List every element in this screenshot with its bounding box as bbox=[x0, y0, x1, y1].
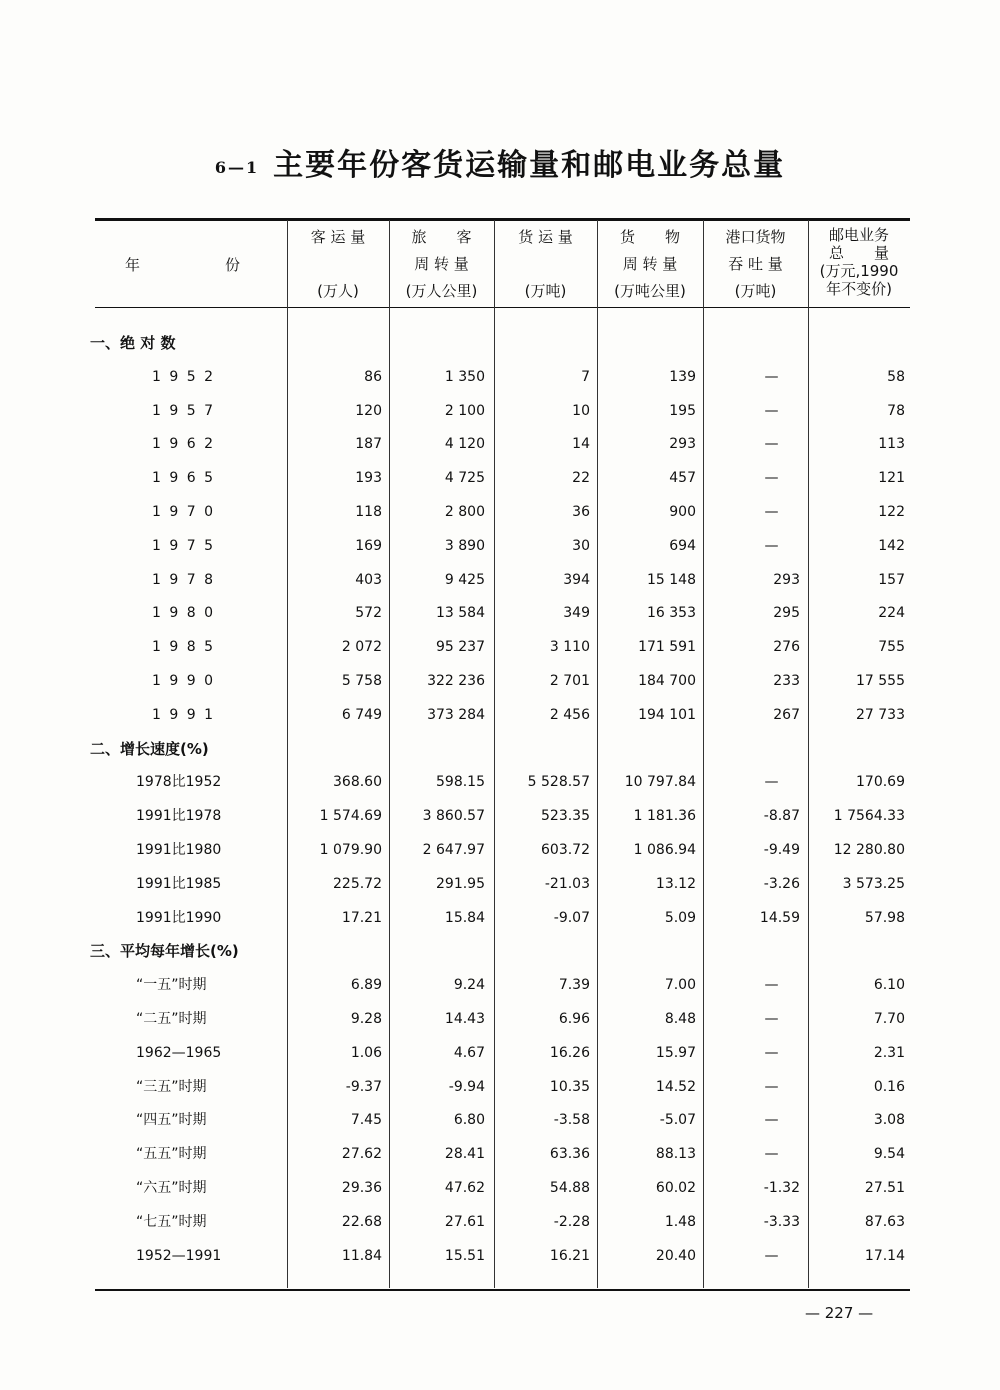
table-cell: 6.96 bbox=[558, 1011, 590, 1027]
table-row bbox=[0, 1038, 1000, 1068]
table-cell: 322 236 bbox=[427, 673, 485, 689]
section-title: 三、平均每年增长(%) bbox=[90, 942, 239, 961]
table-cell: 694 bbox=[669, 537, 696, 554]
table-cell: 60.02 bbox=[655, 1180, 696, 1196]
table-cell: 139 bbox=[669, 368, 696, 385]
table-cell: 14 bbox=[572, 436, 590, 453]
table-cell: 27.61 bbox=[444, 1213, 485, 1230]
table-cell: 3 890 bbox=[444, 537, 485, 554]
table-cell: 187 bbox=[355, 436, 382, 453]
row-label: 1 9 5 7 bbox=[152, 402, 215, 419]
column-header-line: 总 量 bbox=[828, 244, 889, 262]
table-cell: -1.32 bbox=[763, 1180, 800, 1196]
section-row bbox=[0, 734, 1000, 764]
table-row bbox=[0, 1072, 1000, 1102]
table-cell: 95 237 bbox=[436, 639, 485, 656]
column-header bbox=[703, 224, 808, 305]
table-cell: 195 bbox=[669, 402, 696, 419]
table-cell: 2 701 bbox=[549, 673, 590, 689]
table-cell: 7.70 bbox=[873, 1011, 905, 1027]
table-cell: 14.59 bbox=[759, 909, 800, 926]
table-cell: 293 bbox=[773, 571, 800, 588]
table-cell: 1 079.90 bbox=[319, 842, 382, 858]
table-cell: — bbox=[764, 504, 779, 520]
table-number: 6—1 bbox=[214, 157, 260, 177]
row-label: 1 9 6 5 bbox=[152, 470, 215, 487]
table-cell: 9 425 bbox=[444, 571, 485, 588]
table-cell: 14.52 bbox=[655, 1078, 696, 1095]
table-cell: 15.84 bbox=[444, 909, 485, 926]
table-cell: 7.39 bbox=[558, 977, 590, 994]
table-cell: 233 bbox=[773, 673, 800, 689]
table-cell: 3.08 bbox=[873, 1112, 905, 1129]
table-row bbox=[0, 396, 1000, 426]
table-cell: 12 280.80 bbox=[833, 842, 905, 858]
table-cell: 14.43 bbox=[444, 1011, 485, 1027]
column-header-line: 周 转 量 bbox=[414, 255, 469, 273]
table-cell: 755 bbox=[878, 639, 905, 656]
table-row bbox=[0, 632, 1000, 662]
table-cell: 142 bbox=[878, 537, 905, 554]
table-cell: — bbox=[764, 537, 779, 554]
column-header bbox=[597, 224, 703, 305]
row-label: 1 9 9 0 bbox=[152, 673, 215, 689]
table-row bbox=[0, 565, 1000, 595]
table-cell: 6.89 bbox=[350, 977, 382, 994]
table-cell: 122 bbox=[878, 504, 905, 520]
table-cell: 1.48 bbox=[664, 1213, 696, 1230]
row-label: “一五”时期 bbox=[136, 977, 207, 994]
table-cell: 28.41 bbox=[444, 1146, 485, 1163]
column-header-line bbox=[287, 251, 389, 278]
table-header-rule bbox=[95, 307, 910, 308]
table-cell: 36 bbox=[572, 504, 590, 520]
row-label: 1991比1990 bbox=[136, 909, 222, 926]
table-row bbox=[0, 1173, 1000, 1203]
table-cell: 15 148 bbox=[647, 571, 696, 588]
table-cell: 5 528.57 bbox=[527, 774, 590, 791]
table-cell: 27.51 bbox=[864, 1180, 905, 1196]
table-cell: 2 800 bbox=[444, 504, 485, 520]
table-cell: 86 bbox=[364, 368, 382, 385]
table-cell: 13.12 bbox=[655, 875, 696, 892]
section-title: 一、绝 对 数 bbox=[90, 334, 176, 352]
table-cell: 276 bbox=[773, 639, 800, 656]
table-row bbox=[0, 700, 1000, 730]
row-label: 1 9 9 1 bbox=[152, 706, 215, 723]
table-cell: 394 bbox=[563, 571, 590, 588]
table-cell: 598.15 bbox=[436, 774, 485, 791]
table-cell: 291.95 bbox=[436, 875, 485, 892]
table-cell: — bbox=[764, 402, 779, 419]
row-label: 1952—1991 bbox=[136, 1247, 222, 1264]
table-cell: 10 bbox=[572, 402, 590, 419]
table-cell: 2.31 bbox=[873, 1044, 905, 1061]
table-cell: 1 7564.33 bbox=[833, 808, 905, 825]
row-label: “七五”时期 bbox=[136, 1213, 207, 1230]
column-header-line: (万人公里) bbox=[405, 282, 478, 300]
row-label: 1991比1980 bbox=[136, 842, 222, 858]
table-cell: -9.49 bbox=[763, 842, 800, 858]
table-cell: 4 725 bbox=[444, 470, 485, 487]
column-header-line: (万吨公里) bbox=[614, 282, 686, 300]
table-cell: — bbox=[764, 977, 779, 994]
column-header-line: (万元,1990 bbox=[819, 262, 899, 280]
table-cell: 295 bbox=[773, 605, 800, 622]
table-row bbox=[0, 666, 1000, 696]
table-cell: -8.87 bbox=[763, 808, 800, 825]
table-cell: 184 700 bbox=[638, 673, 696, 689]
table-cell: 7.00 bbox=[664, 977, 696, 994]
table-cell: 15.51 bbox=[444, 1247, 485, 1264]
table-cell: 572 bbox=[355, 605, 382, 622]
column-header-line: 邮电业务 bbox=[828, 226, 889, 244]
table-cell: 78 bbox=[887, 402, 905, 419]
table-cell: 63.36 bbox=[549, 1146, 590, 1163]
table-cell: 5 758 bbox=[341, 673, 382, 689]
column-header-line: 年不变价) bbox=[826, 280, 892, 298]
table-cell: 170.69 bbox=[856, 774, 905, 791]
table-cell: -9.07 bbox=[553, 909, 590, 926]
table-top-rule bbox=[95, 218, 910, 221]
table-row bbox=[0, 429, 1000, 459]
table-cell: 225.72 bbox=[333, 875, 382, 892]
table-cell: 3 110 bbox=[549, 639, 590, 656]
table-cell: 120 bbox=[355, 402, 382, 419]
table-cell: 27 733 bbox=[856, 706, 905, 723]
table-cell: 194 101 bbox=[638, 706, 696, 723]
row-label: 1 9 7 8 bbox=[152, 571, 215, 588]
column-header-line: (万吨) bbox=[734, 282, 777, 300]
column-header bbox=[808, 226, 910, 298]
table-cell: -3.26 bbox=[763, 875, 800, 892]
table-row bbox=[0, 970, 1000, 1000]
column-header-line: 旅 客 bbox=[411, 228, 472, 246]
table-cell: 9.28 bbox=[350, 1011, 382, 1027]
table-row bbox=[0, 869, 1000, 899]
table-cell: 17.14 bbox=[864, 1247, 905, 1264]
table-cell: 368.60 bbox=[333, 774, 382, 791]
table-title: 主要年份客货运输量和邮电业务总量 bbox=[273, 148, 786, 183]
table-cell: 113 bbox=[878, 436, 905, 453]
table-cell: 15.97 bbox=[655, 1044, 696, 1061]
row-label: 1978比1952 bbox=[136, 774, 222, 791]
table-cell: 121 bbox=[878, 470, 905, 487]
table-cell: 224 bbox=[878, 605, 905, 622]
table-cell: 17 555 bbox=[856, 673, 905, 689]
row-label: “六五”时期 bbox=[136, 1180, 207, 1196]
table-cell: — bbox=[764, 368, 779, 385]
table-row bbox=[0, 903, 1000, 933]
section-row bbox=[0, 936, 1000, 966]
table-cell: 20.40 bbox=[655, 1247, 696, 1264]
table-cell: 1 350 bbox=[444, 368, 485, 385]
table-cell: 16.21 bbox=[549, 1247, 590, 1264]
table-row bbox=[0, 1139, 1000, 1169]
table-cell: 47.62 bbox=[444, 1180, 485, 1196]
column-header-line: 货 运 量 bbox=[518, 228, 573, 246]
section-row bbox=[0, 328, 1000, 358]
table-cell: 8.48 bbox=[664, 1011, 696, 1027]
table-cell: 6.80 bbox=[453, 1112, 485, 1129]
table-cell: 22.68 bbox=[341, 1213, 382, 1230]
table-cell: 9.54 bbox=[873, 1146, 905, 1163]
table-cell: 17.21 bbox=[341, 909, 382, 926]
table-cell: 900 bbox=[669, 504, 696, 520]
table-cell: 16.26 bbox=[549, 1044, 590, 1061]
year-header-left: 年 bbox=[125, 256, 141, 274]
table-cell: 293 bbox=[669, 436, 696, 453]
table-cell: 29.36 bbox=[341, 1180, 382, 1196]
table-cell: 4.67 bbox=[453, 1044, 485, 1061]
table-cell: 118 bbox=[355, 504, 382, 520]
table-cell: 88.13 bbox=[655, 1146, 696, 1163]
table-row bbox=[0, 497, 1000, 527]
table-cell: 4 120 bbox=[444, 436, 485, 453]
table-cell: 349 bbox=[563, 605, 590, 622]
table-cell: — bbox=[764, 774, 779, 791]
section-title: 二、增长速度(%) bbox=[90, 739, 209, 758]
table-cell: 6.10 bbox=[873, 977, 905, 994]
table-cell: 457 bbox=[669, 470, 696, 487]
table-cell: 603.72 bbox=[541, 842, 590, 858]
table-cell: 5.09 bbox=[664, 909, 696, 926]
table-cell: 1 086.94 bbox=[633, 842, 696, 858]
table-cell: — bbox=[764, 470, 779, 487]
table-cell: 9.24 bbox=[453, 977, 485, 994]
table-cell: 169 bbox=[355, 537, 382, 554]
row-label: 1991比1978 bbox=[136, 808, 222, 825]
table-cell: — bbox=[764, 1247, 779, 1264]
table-cell: — bbox=[764, 1078, 779, 1095]
row-label: 1962—1965 bbox=[136, 1044, 222, 1061]
table-row bbox=[0, 1004, 1000, 1034]
table-cell: 403 bbox=[355, 571, 382, 588]
row-label: “三五”时期 bbox=[136, 1078, 207, 1095]
row-label: 1991比1985 bbox=[136, 875, 222, 892]
table-row bbox=[0, 531, 1000, 561]
column-header-line: 港口货物 bbox=[725, 228, 786, 246]
column-header-line: (万吨) bbox=[524, 282, 567, 300]
table-cell: 2 456 bbox=[549, 706, 590, 723]
table-cell: 22 bbox=[572, 470, 590, 487]
table-cell: 2 647.97 bbox=[422, 842, 485, 858]
row-label: “二五”时期 bbox=[136, 1011, 207, 1027]
table-row bbox=[0, 767, 1000, 797]
table-row bbox=[0, 362, 1000, 392]
column-header-line: 吞 吐 量 bbox=[728, 255, 783, 273]
column-header-line: (万人) bbox=[317, 282, 359, 300]
row-label: “五五”时期 bbox=[136, 1146, 207, 1163]
table-row bbox=[0, 835, 1000, 865]
table-cell: 58 bbox=[887, 368, 905, 385]
table-cell: 373 284 bbox=[427, 706, 485, 723]
table-cell: 523.35 bbox=[541, 808, 590, 825]
row-label: 1 9 8 0 bbox=[152, 605, 215, 622]
table-cell: 10 797.84 bbox=[624, 774, 696, 791]
year-column-header bbox=[125, 254, 240, 275]
row-label: 1 9 7 5 bbox=[152, 537, 215, 554]
table-cell: -2.28 bbox=[553, 1213, 590, 1230]
table-cell: — bbox=[764, 436, 779, 453]
table-cell: -9.37 bbox=[345, 1078, 382, 1095]
table-cell: 16 353 bbox=[647, 605, 696, 622]
table-cell: 267 bbox=[773, 706, 800, 723]
table-cell: — bbox=[764, 1112, 779, 1129]
row-label: 1 9 7 0 bbox=[152, 504, 215, 520]
table-cell: 0.16 bbox=[873, 1078, 905, 1095]
year-header-right: 份 bbox=[224, 256, 240, 274]
table-cell: 30 bbox=[572, 537, 590, 554]
table-cell: -9.94 bbox=[448, 1078, 485, 1095]
table-row bbox=[0, 801, 1000, 831]
table-cell: 7.45 bbox=[350, 1112, 382, 1129]
table-cell: 1.06 bbox=[350, 1044, 382, 1061]
table-cell: — bbox=[764, 1146, 779, 1163]
table-row bbox=[0, 598, 1000, 628]
table-cell: 3 573.25 bbox=[842, 875, 905, 892]
table-cell: 57.98 bbox=[864, 909, 905, 926]
table-cell: 13 584 bbox=[436, 605, 485, 622]
table-cell: 3 860.57 bbox=[422, 808, 485, 825]
page-title bbox=[0, 140, 1000, 184]
table-cell: — bbox=[764, 1044, 779, 1061]
column-header bbox=[389, 224, 494, 305]
column-header bbox=[494, 224, 597, 305]
table-row bbox=[0, 463, 1000, 493]
table-bottom-rule bbox=[95, 1289, 910, 1291]
table-cell: -5.07 bbox=[659, 1112, 696, 1129]
table-cell: 6 749 bbox=[341, 706, 382, 723]
table-cell: 171 591 bbox=[638, 639, 696, 656]
column-header-line: 货 物 bbox=[619, 228, 680, 246]
table-cell: 10.35 bbox=[549, 1078, 590, 1095]
table-cell: — bbox=[764, 1011, 779, 1027]
table-cell: 7 bbox=[581, 368, 590, 385]
column-header-line bbox=[494, 251, 597, 278]
table-cell: 157 bbox=[878, 571, 905, 588]
table-row bbox=[0, 1241, 1000, 1271]
table-row bbox=[0, 1207, 1000, 1237]
page-number: — 227 — bbox=[805, 1304, 874, 1322]
table-cell: 1 574.69 bbox=[319, 808, 382, 825]
table-cell: 2 072 bbox=[341, 639, 382, 656]
column-header-line: 客 运 量 bbox=[310, 228, 366, 246]
table-cell: 27.62 bbox=[341, 1146, 382, 1163]
row-label: 1 9 6 2 bbox=[152, 436, 215, 453]
row-label: 1 9 8 5 bbox=[152, 639, 215, 656]
table-cell: 193 bbox=[355, 470, 382, 487]
row-label: 1 9 5 2 bbox=[152, 368, 215, 385]
table-cell: -3.58 bbox=[553, 1112, 590, 1129]
table-row bbox=[0, 1105, 1000, 1135]
column-header-line: 周 转 量 bbox=[622, 255, 678, 273]
table-cell: 54.88 bbox=[549, 1180, 590, 1196]
table-cell: 2 100 bbox=[444, 402, 485, 419]
table-cell: 11.84 bbox=[341, 1247, 382, 1264]
table-cell: 1 181.36 bbox=[633, 808, 696, 825]
table-cell: -21.03 bbox=[544, 875, 590, 892]
row-label: “四五”时期 bbox=[136, 1112, 207, 1129]
column-header bbox=[287, 224, 389, 305]
table-cell: 87.63 bbox=[864, 1213, 905, 1230]
table-cell: -3.33 bbox=[763, 1213, 800, 1230]
